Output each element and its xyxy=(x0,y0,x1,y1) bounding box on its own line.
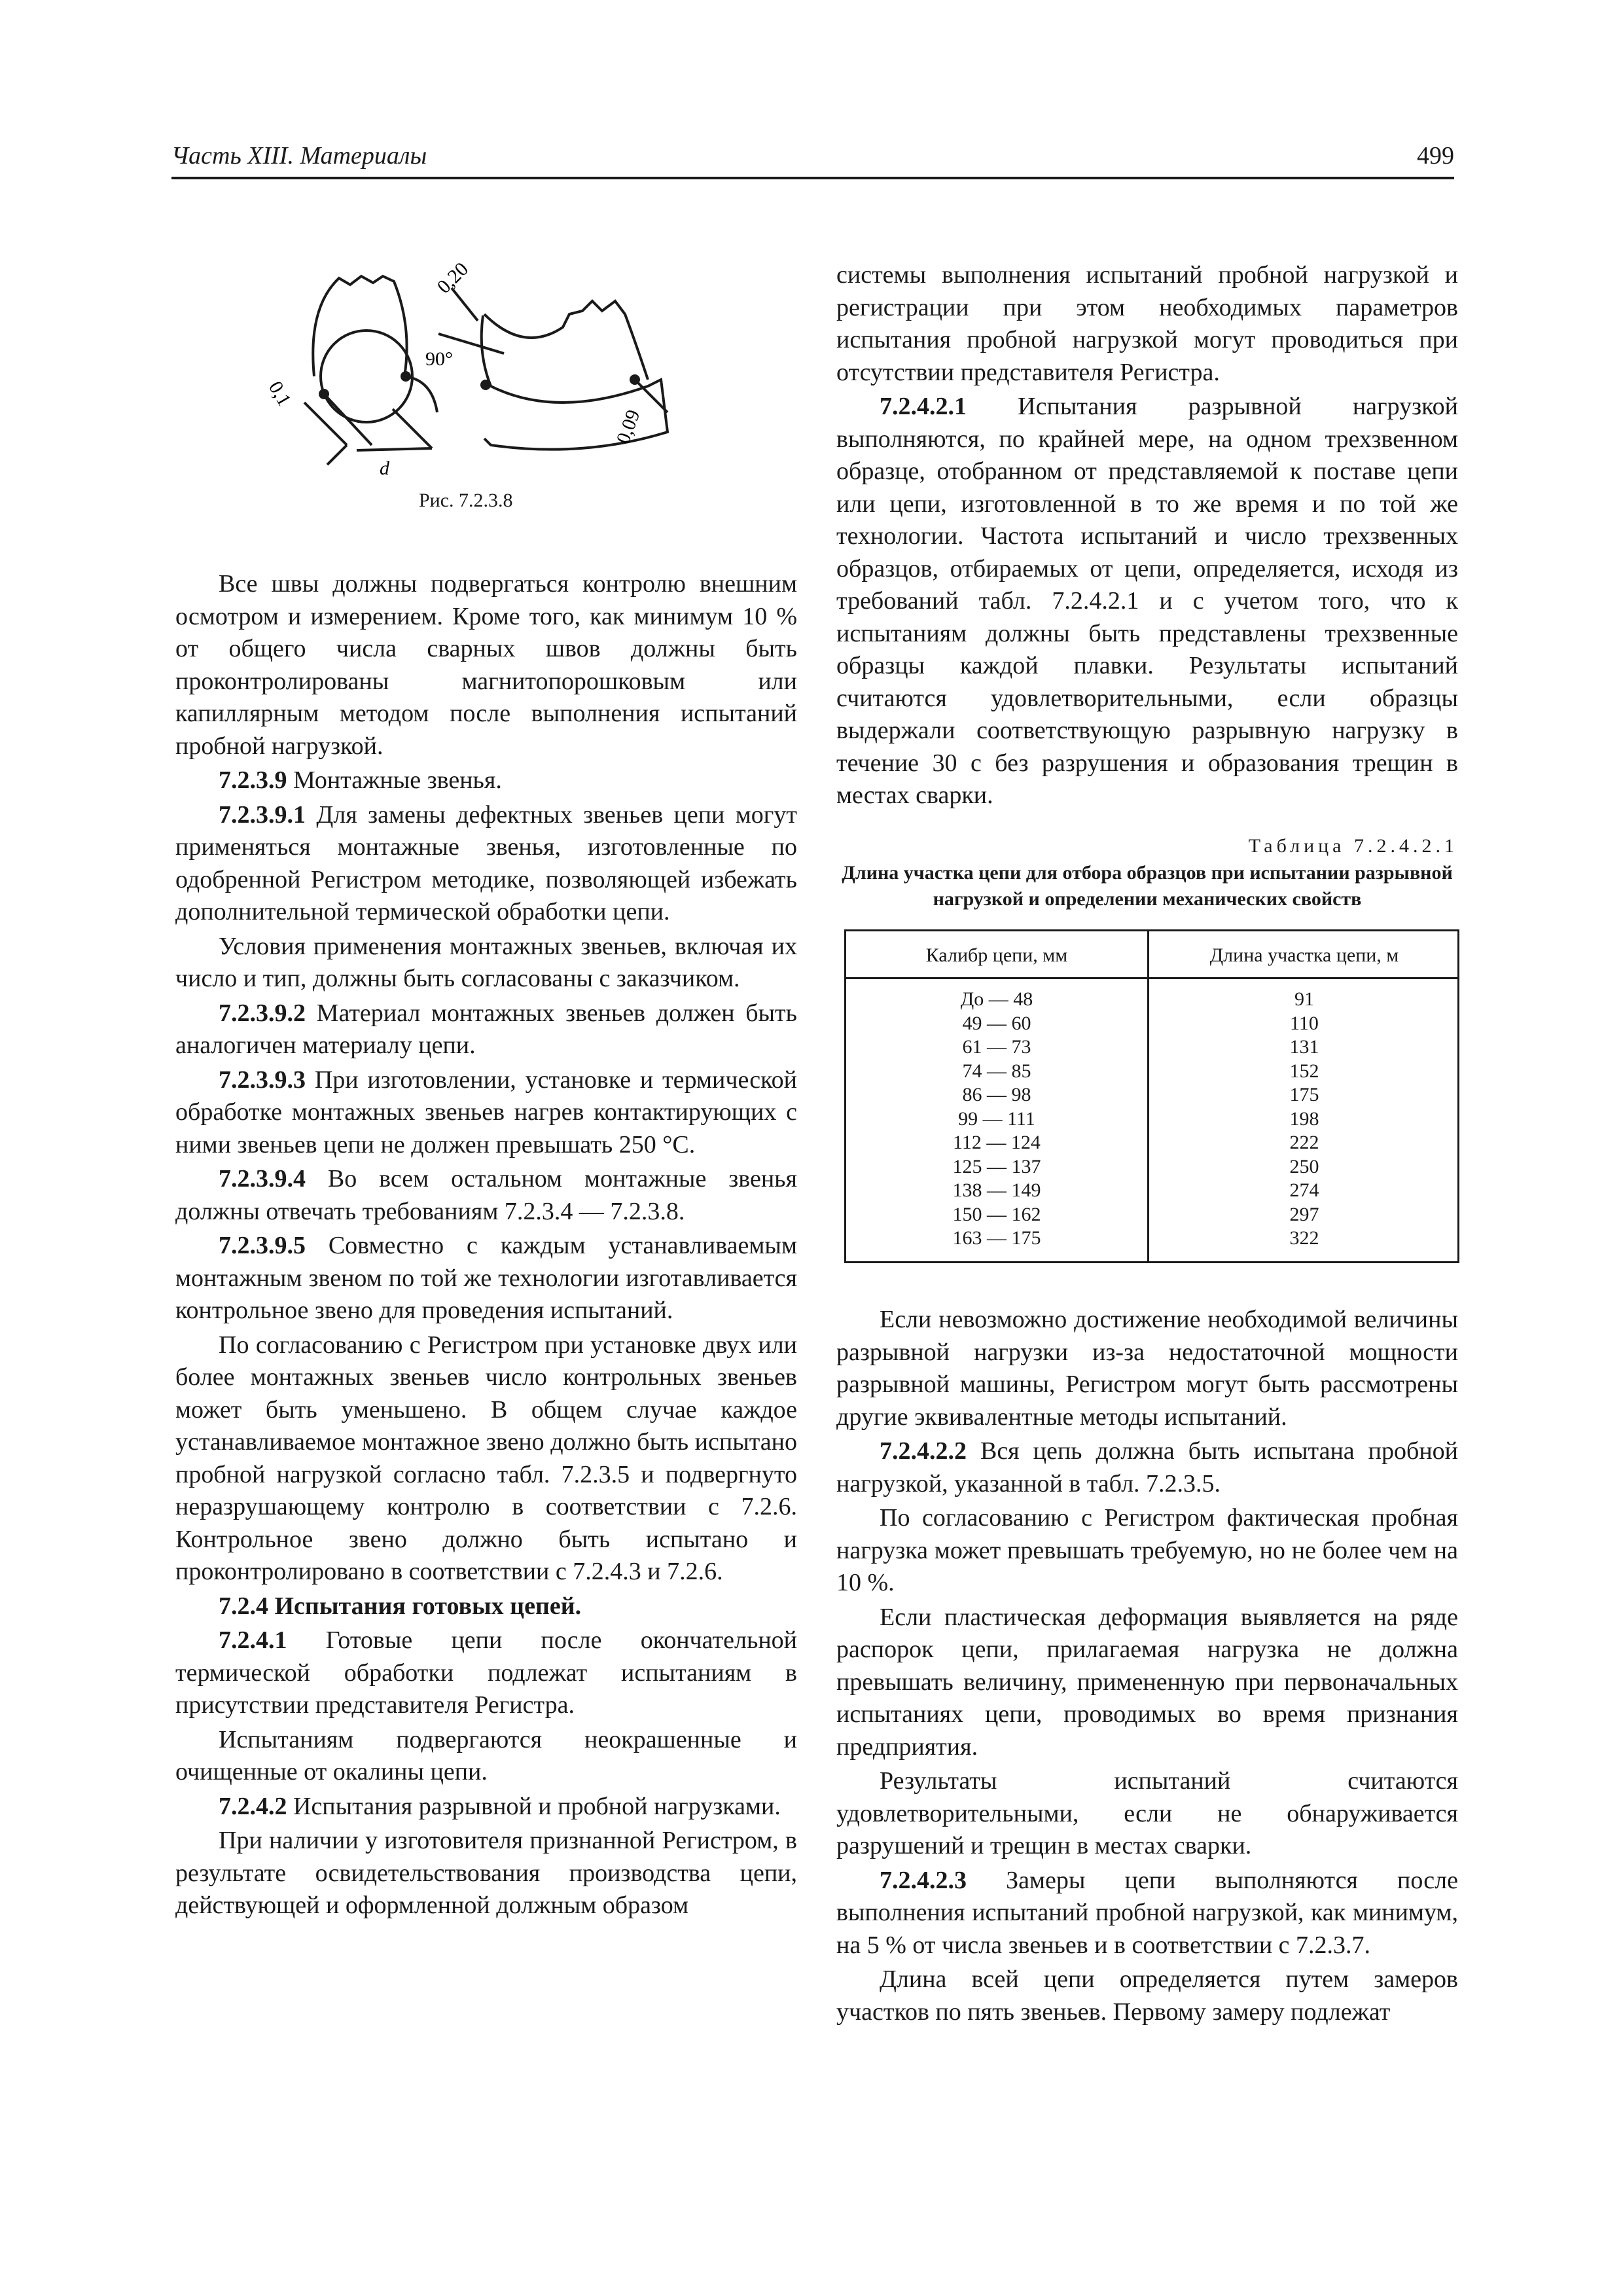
table-cell: 131 xyxy=(1289,1036,1319,1058)
table-cell: 198 xyxy=(1289,1107,1319,1130)
table-cell: 138 — 149 xyxy=(952,1179,1041,1201)
paragraph: системы выполнения испытаний пробной нагрузкой и регистрации при этом необходимых параметров испытания пробной нагрузкой могут проводиться при отсутствии представителя Регистра. xyxy=(836,261,1458,386)
table-cell: 99 — 111 xyxy=(958,1107,1035,1130)
table-cell: 274 xyxy=(1289,1179,1319,1201)
weld-dot-side-right xyxy=(630,374,640,385)
label-d: d xyxy=(380,457,389,479)
weld-figure xyxy=(216,249,740,497)
table-cell: 222 xyxy=(1289,1132,1319,1153)
paragraph: Длина всей цепи определяется путем замеров участков по пять звеньев. Первому замеру подлежат xyxy=(836,1965,1458,2026)
table-cell: 110 xyxy=(1290,1012,1319,1034)
weld-dot-side-left xyxy=(480,380,491,390)
dim-line-01 xyxy=(326,396,372,445)
caliber-column xyxy=(846,988,1147,1251)
table-cell: 152 xyxy=(1289,1060,1319,1082)
figure-caption: Рис. 7.2.3.8 xyxy=(419,490,513,511)
paragraph: При наличии у изготовителя признанной Регистром, в результате освидетельствования производства цепи, действующей и оформленной должным образом xyxy=(175,1827,797,1919)
clause-number: 7.2.4.2.1 xyxy=(880,393,967,420)
link-body xyxy=(313,276,406,376)
sample-length-table xyxy=(844,929,1459,1263)
label-01: 0,1 xyxy=(264,378,296,410)
paragraph: Условия применения монтажных звеньев, включая их число и тип, должны быть согласованы с заказчиком. xyxy=(175,932,797,992)
right-column-top xyxy=(836,259,1458,812)
paragraph xyxy=(175,1624,797,1722)
label-020: 0,20 xyxy=(433,258,473,298)
paragraph xyxy=(175,799,797,929)
clause-text: Готовые цепи после окончательной термической обработки подлежат испытаниям в присутствии представителя Регистра. xyxy=(175,1626,797,1719)
clause-number: 7.2.3.9.4 xyxy=(219,1165,306,1193)
paragraph: Испытаниям подвергаются неокрашенные и очищенные от окалины цепи. xyxy=(175,1725,797,1785)
dim-line-d xyxy=(357,448,432,450)
paragraph: Все швы должны подвергаться контролю внешним осмотром и измерением. Кроме того, как минимум 10 % от общего числа сварных швов должны быть проконтролированы магнитопорошковым или капиллярным методом после выполнения испытаний пробной нагрузкой. xyxy=(175,570,797,760)
paragraph: По согласованию с Регистром при установке двух или более монтажных звеньев число контрольных звеньев может быть уменьшено. В общем случае каждое устанавливаемое монтажное звено должно быть испытано пробной нагрузкой согласно табл. 7.2.3.5 и подвергнуто неразрушающему контролю в соответствии с 7.2.6. Контрольное звено должно быть испытано и проконтролировано в соответствии с 7.2.4.3 и 7.2.6. xyxy=(175,1331,797,1585)
table-cell: 250 xyxy=(1289,1155,1319,1177)
section-title: Часть XIII. Материалы xyxy=(171,142,427,170)
paragraph: По согласованию с Регистром фактическая пробная нагрузка может превышать требуемую, но не более чем на 10 %. xyxy=(836,1504,1458,1596)
clause-text: Во всем остальном монтажные звенья должны отвечать требованиям 7.2.3.4 — 7.2.3.8. xyxy=(175,1165,797,1225)
right-column-bottom xyxy=(836,1304,1458,2028)
dim-ext-d xyxy=(393,409,432,448)
table-cell: 112 — 124 xyxy=(953,1132,1041,1153)
clause-text: Испытания разрывной и пробной нагрузками. xyxy=(287,1792,781,1820)
weld-dot-left xyxy=(319,389,329,399)
table-cell: 61 — 73 xyxy=(962,1036,1031,1058)
table-cell: 86 — 98 xyxy=(962,1084,1031,1105)
paragraph xyxy=(175,1163,797,1228)
paragraph: Если пластическая деформация выявляется на ряде распорок цепи, прилагаемая нагрузка не должна превышать величину, примененную при первоначальных испытаниях цепи, проводимых во время признания предприятия. xyxy=(836,1603,1458,1761)
label-angle: 90° xyxy=(425,348,453,370)
table-cell: 125 — 137 xyxy=(952,1155,1041,1177)
clause-text: Замеры цепи выполняются после выполнения испытаний пробной нагрузкой, как минимум, на 5 % от числа звеньев и в соответствии с 7.2.3.7. xyxy=(836,1866,1458,1959)
paragraph xyxy=(175,764,797,797)
clause-number: 7.2.3.9.3 xyxy=(219,1066,306,1094)
paragraph xyxy=(836,1865,1458,1962)
clause-number: 7.2.4.2 xyxy=(219,1792,287,1820)
column-header: Длина участка цепи, м xyxy=(1209,944,1399,966)
dim-ext-020 xyxy=(452,288,478,321)
clause-text: Монтажные звенья. xyxy=(287,766,502,794)
length-column xyxy=(1149,988,1459,1251)
paragraph xyxy=(836,391,1458,812)
clause-text: Для замены дефектных звеньев цепи могут применяться монтажные звенья, изготовленные по одобренной Регистром методике, позволяющей избежать дополнительной термической обработки цепи. xyxy=(175,800,797,925)
table-cell: 175 xyxy=(1289,1084,1319,1105)
clause-number: 7.2.3.9.5 xyxy=(219,1232,306,1259)
clause-text: Материал монтажных звеньев должен быть аналогичен материалу цепи. xyxy=(175,999,797,1059)
table-title: Длина участка цепи для отбора образцов при испытании разрывной нагрузкой и определении механических свойств xyxy=(842,862,1453,910)
table-cell: 74 — 85 xyxy=(962,1060,1031,1082)
clause-number: 7.2.3.9.1 xyxy=(219,800,306,829)
dim-ext-01 xyxy=(304,403,347,445)
paragraph: Если невозможно достижение необходимой величины разрывной нагрузки из-за недостаточной мощности разрывной машины, Регистром могут быть рассмотрены другие эквивалентные методы испытаний. xyxy=(836,1306,1458,1431)
table-cell: 163 — 175 xyxy=(952,1227,1041,1249)
table-cell: До — 48 xyxy=(960,988,1033,1010)
table-cell: 49 — 60 xyxy=(962,1012,1031,1034)
link-side-profile xyxy=(482,315,668,450)
dim-arrow-01 xyxy=(327,445,347,465)
clause-text: При изготовлении, установке и термической обработке монтажных звеньев нагрев контактирующих с ними звеньев цепи не должен превышать 250 °С. xyxy=(175,1066,797,1158)
clause-number: 7.2.4.2.2 xyxy=(880,1437,967,1465)
clause-text: Вся цепь должна быть испытана пробной нагрузкой, указанной в табл. 7.2.3.5. xyxy=(836,1437,1458,1498)
paragraph xyxy=(175,1230,797,1327)
page-number: 499 xyxy=(1417,142,1454,170)
clause-number: 7.2.4.2.3 xyxy=(880,1866,967,1894)
label-009: 0,09 xyxy=(612,406,645,447)
paragraph xyxy=(175,997,797,1062)
paragraph: Результаты испытаний считаются удовлетворительными, если не обнаруживается разрушений и трещин в местах сварки. xyxy=(836,1767,1458,1859)
clause-number: 7.2.4.1 xyxy=(219,1626,287,1654)
clause-number: 7.2.3.9 xyxy=(219,766,287,794)
link-cross-section xyxy=(321,331,412,422)
paragraph xyxy=(175,1791,797,1823)
paragraph xyxy=(836,1435,1458,1500)
table-cell: 150 — 162 xyxy=(952,1203,1041,1225)
link-side-body xyxy=(484,301,648,380)
clause-text: Испытания разрывной нагрузкой выполняются, по крайней мере, на одном трехзвенном образце, отобранном от представляемой к поставе цепи или цепи, изготовленной в то же время и по той же технологии. Частота испытаний и число трехзвенных образцов, отбираемых от цепи, определяется, исходя из требований табл. 7.2.4.2.1 и с учетом того, что к испытаниям должны быть представлены трехзвенные образцы каждой плавки. Результаты испытаний считаются удовлетворительными, если образцы выдержали соответствующую разрывную нагрузку в течение 30 с без разрушения и образования трещин в местах сварки. xyxy=(836,393,1458,809)
section-heading: 7.2.4 Испытания готовых цепей. xyxy=(219,1592,582,1620)
column-header: Калибр цепи, мм xyxy=(925,944,1068,966)
left-column xyxy=(175,568,797,1922)
table-cell: 322 xyxy=(1289,1227,1319,1249)
running-header xyxy=(171,139,1454,179)
clause-number: 7.2.3.9.2 xyxy=(219,999,306,1027)
table-number: Таблица 7.2.4.2.1 xyxy=(1248,835,1458,857)
table-cell: 297 xyxy=(1289,1203,1319,1225)
clause-text: Совместно с каждым устанавливаемым монтажным звеном по той же технологии изготавливается контрольное звено для проведения испытаний. xyxy=(175,1232,797,1324)
table-cell: 91 xyxy=(1294,988,1314,1010)
paragraph xyxy=(175,1064,797,1162)
weld-dot-right xyxy=(401,371,411,382)
